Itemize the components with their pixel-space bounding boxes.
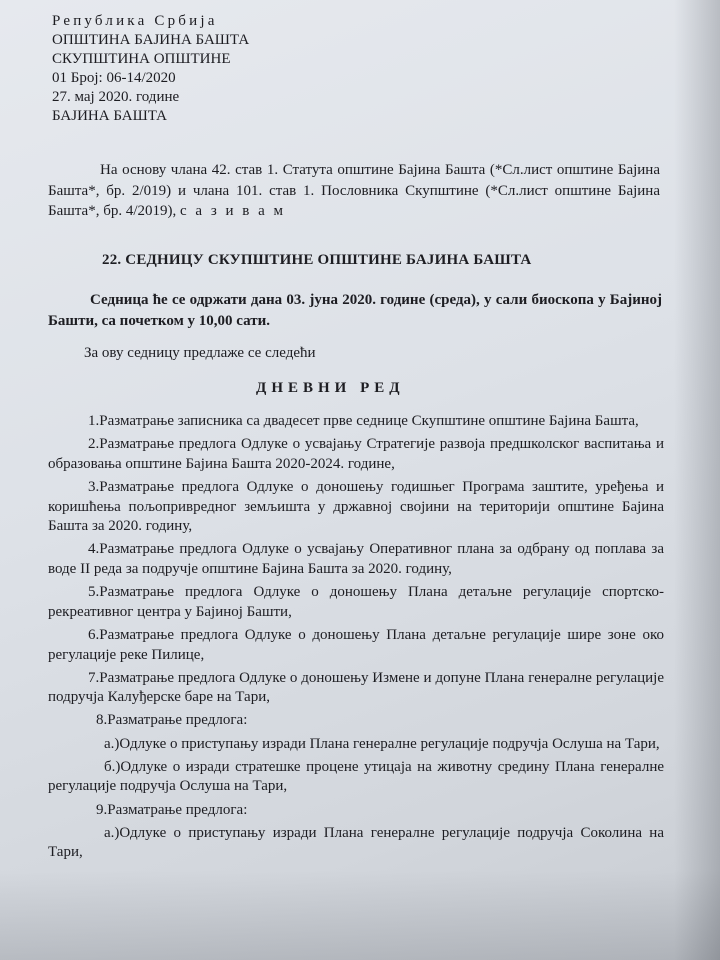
agenda-item: 4.Разматрање предлога Одлуке о усвајању Оперативног плана за одбрану од поплава за воде II реда за подручје општине Бајина Башта за 2020. годину, bbox=[48, 541, 664, 577]
page-shadow-bottom bbox=[0, 870, 720, 960]
session-title: 22. СЕДНИЦУ СКУПШТИНЕ ОПШТИНЕ БАЈИНА БАШТА bbox=[102, 252, 532, 268]
agenda-item: 9.Разматрање предлога: bbox=[96, 801, 248, 818]
document-date: 27. мај 2020. године bbox=[52, 89, 180, 105]
convene-word: с а з и в а м bbox=[180, 203, 286, 219]
agenda-subitem: б.)Одлуке о изради стратешке процене утицаја на животну средину Плана генералне регулације подручја Ослуша на Тари, bbox=[48, 758, 664, 795]
agenda-subitem: а.)Одлуке о приступању изради Плана генералне регулације подручја Ослуша на Тари, bbox=[104, 735, 660, 752]
agenda-item: 7.Разматрање предлога Одлуке о доношењу Измене и допуне Плана генералне регулације подручја Калуђерске баре на Тари, bbox=[48, 669, 664, 706]
republic-line: Република Србија bbox=[52, 13, 218, 29]
assembly-line: СКУПШТИНА ОПШТИНЕ bbox=[52, 51, 231, 67]
page-shadow-right bbox=[674, 0, 720, 960]
agenda-item: 3.Разматрање предлога Одлуке о доношењу годишњег Програма заштите, уређења и коришћења пољопривредног земљишта у државној својини на територији општине Бајина Башта за 2020. годину, bbox=[48, 478, 664, 535]
agenda-title: ДНЕВНИ РЕД bbox=[256, 380, 405, 396]
agenda-item: 8.Разматрање предлога: bbox=[96, 712, 248, 729]
document-header bbox=[52, 12, 249, 126]
agenda-item: 2.Разматрање предлога Одлуке о усвајању Стратегије развоја предшколског васпитања и образовања општине Бајина Башта 2020-2024. године, bbox=[48, 436, 664, 472]
proposal-text: За ову седницу предлаже се следећи bbox=[84, 345, 316, 361]
agenda-subitem: а.)Одлуке о приступању изради Плана генералне регулације подручја Соколина на Тари, bbox=[48, 824, 664, 861]
legal-basis-paragraph bbox=[48, 160, 660, 222]
agenda-item: 6.Разматрање предлога Одлуке о доношењу Плана детаљне регулације шире зоне око регулације реке Пилице, bbox=[48, 626, 664, 663]
legal-basis-text: На основу члана 42. став 1. Статута општине Бајина Башта (*Сл.лист општине Бајина Башта*, бр. 2/019) и члана 101. став 1. Пословника Скупштине (*Сл.лист општине Бајина Башта*, бр. 4/2019), bbox=[48, 162, 660, 219]
agenda-item: 5.Разматрање предлога Одлуке о доношењу Плана детаљне регулације спортско-рекреативног центра у Бајиној Башти, bbox=[48, 584, 664, 620]
document-number: 01 Број: 06-14/2020 bbox=[52, 70, 176, 86]
meeting-info: Седница ће се одржати дана 03. јуна 2020. године (среда), у сали биоскопа у Бајиној Башти, са почетком у 10,00 сати. bbox=[48, 292, 662, 329]
city-line: БАЈИНА БАШТА bbox=[52, 108, 167, 124]
municipality-line: ОПШТИНА БАЈИНА БАШТА bbox=[52, 32, 250, 48]
agenda-list bbox=[48, 412, 664, 867]
agenda-item: 1.Разматрање записника са двадесет прве седнице Скупштине општине Бајина Башта, bbox=[88, 413, 639, 429]
